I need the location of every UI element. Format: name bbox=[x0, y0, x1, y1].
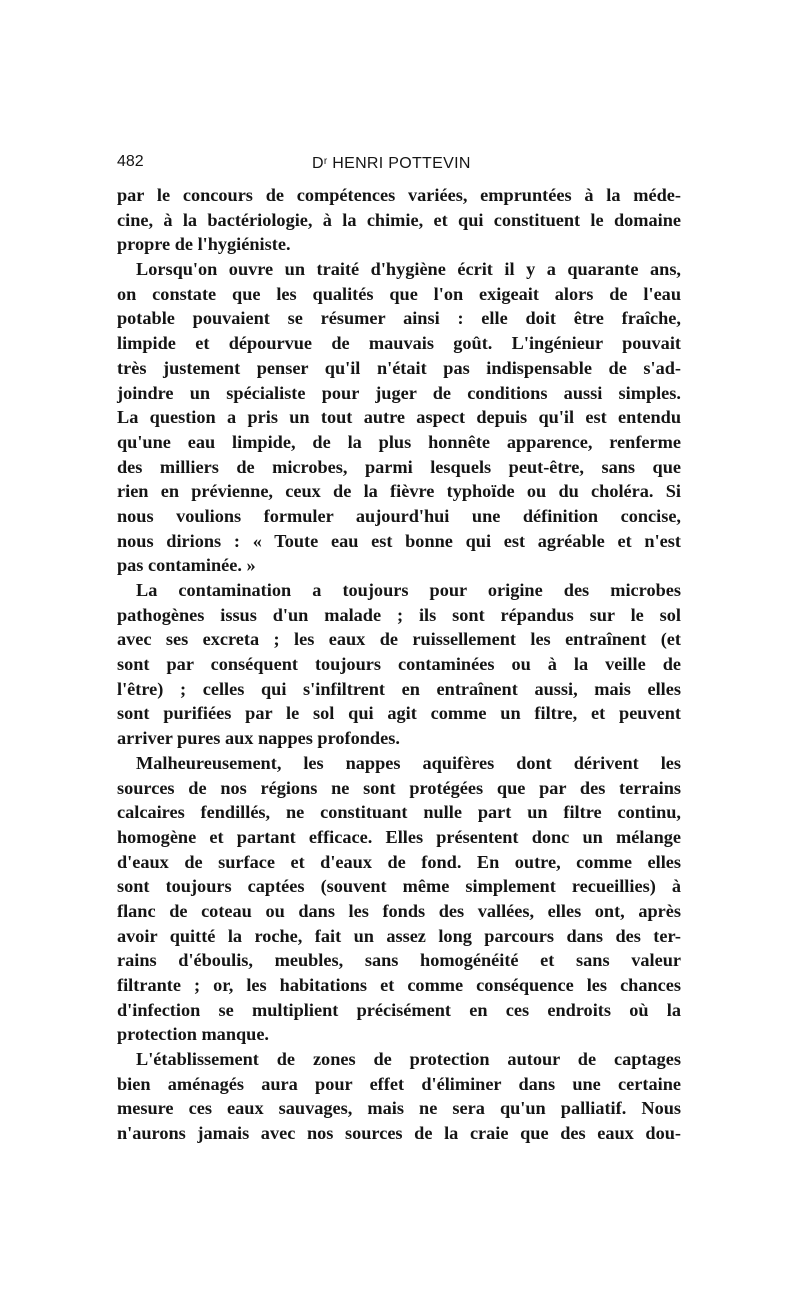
text-line: joindre un spécialiste pour juger de conditions aussi simples. bbox=[117, 382, 681, 403]
text-line: nous dirions : « Toute eau est bonne qui est agréable et n'est bbox=[117, 530, 681, 551]
text-line: rien en prévienne, ceux de la fièvre typhoïde ou du choléra. Si bbox=[117, 481, 681, 502]
text-line: potable pouvaient se résumer ainsi : elle doit être fraîche, bbox=[117, 308, 681, 329]
text-line: sont toujours captées (souvent même simplement recueillies) à bbox=[117, 876, 681, 897]
text-line: flanc de coteau ou dans les fonds des vallées, elles ont, après bbox=[117, 900, 681, 921]
text-line: homogène et partant efficace. Elles présentent donc un mélange bbox=[117, 826, 681, 847]
text-line: avec ses excreta ; les eaux de ruissellement les entraînent (et bbox=[117, 629, 681, 650]
text-line: très justement penser qu'il n'était pas indispensable de s'ad- bbox=[117, 357, 681, 378]
author-prefix: D bbox=[312, 155, 324, 172]
body-text bbox=[117, 183, 681, 1146]
text-line: La question a pris un tout autre aspect depuis qu'il est entendu bbox=[117, 407, 681, 428]
text-line: protection manque. bbox=[117, 1024, 270, 1045]
text-line: n'aurons jamais avec nos sources de la craie que des eaux dou- bbox=[117, 1123, 681, 1144]
text-line: pathogènes issus d'un malade ; ils sont répandus sur le sol bbox=[117, 604, 681, 625]
text-line: d'infection se multiplient précisément en ces endroits où la bbox=[117, 999, 681, 1020]
paragraph-start-line: La contamination a toujours pour origine des microbes bbox=[136, 580, 681, 600]
text-line: filtrante ; or, les habitations et comme conséquence les chances bbox=[117, 975, 681, 995]
text-line: on constate que les qualités que l'on exigeait alors de l'eau bbox=[117, 283, 681, 304]
text-line: limpide et dépourvue de mauvais goût. L'ingénieur pouvait bbox=[117, 333, 681, 354]
text-line: cine, à la bactériologie, à la chimie, et qui constituent le domaine bbox=[117, 209, 681, 230]
text-line: bien aménagés aura pour effet d'éliminer dans une certaine bbox=[117, 1073, 681, 1094]
text-line: mesure ces eaux sauvages, mais ne sera qu'un palliatif. Nous bbox=[117, 1098, 681, 1119]
author-prefix-superscript: r bbox=[323, 156, 328, 167]
text-line: rains d'éboulis, meubles, sans homogénéité et sans valeur bbox=[117, 950, 681, 971]
paragraph-start-line: L'établissement de zones de protection autour de captages bbox=[136, 1049, 681, 1070]
text-line: par le concours de compétences variées, empruntées à la méde- bbox=[117, 185, 681, 205]
text-line: avoir quitté la roche, fait un assez long parcours dans des ter- bbox=[117, 925, 681, 946]
page-number: 482 bbox=[117, 153, 144, 170]
text-line: propre de l'hygiéniste. bbox=[117, 234, 291, 255]
text-line: sont purifiées par le sol qui agit comme un filtre, et peuvent bbox=[117, 703, 681, 724]
running-head bbox=[312, 150, 471, 176]
text-line: l'être) ; celles qui s'infiltrent en entraînent aussi, mais elles bbox=[117, 678, 681, 699]
paragraph-start-line: Malheureusement, les nappes aquifères dont dérivent les bbox=[136, 752, 681, 773]
text-line: nous voulions formuler aujourd'hui une définition concise, bbox=[117, 505, 681, 526]
text-line: pas contaminée. » bbox=[117, 555, 256, 576]
text-line: sont par conséquent toujours contaminées ou à la veille de bbox=[117, 654, 681, 675]
text-line: des milliers de microbes, parmi lesquels peut-être, sans que bbox=[117, 456, 681, 477]
paragraph-start-line: Lorsqu'on ouvre un traité d'hygiène écrit il y a quarante ans, bbox=[136, 259, 681, 280]
page-header bbox=[117, 150, 681, 174]
text-line: d'eaux de surface et d'eaux de fond. En outre, comme elles bbox=[117, 851, 681, 872]
text-line: arriver pures aux nappes profondes. bbox=[117, 728, 400, 749]
text-line: qu'une eau limpide, de la plus honnête apparence, renferme bbox=[117, 431, 681, 452]
text-line: sources de nos régions ne sont protégées que par des terrains bbox=[117, 777, 681, 798]
text-line: calcaires fendillés, ne constituant nulle part un filtre continu, bbox=[117, 802, 681, 823]
author-name: HENRI POTTEVIN bbox=[327, 155, 471, 172]
